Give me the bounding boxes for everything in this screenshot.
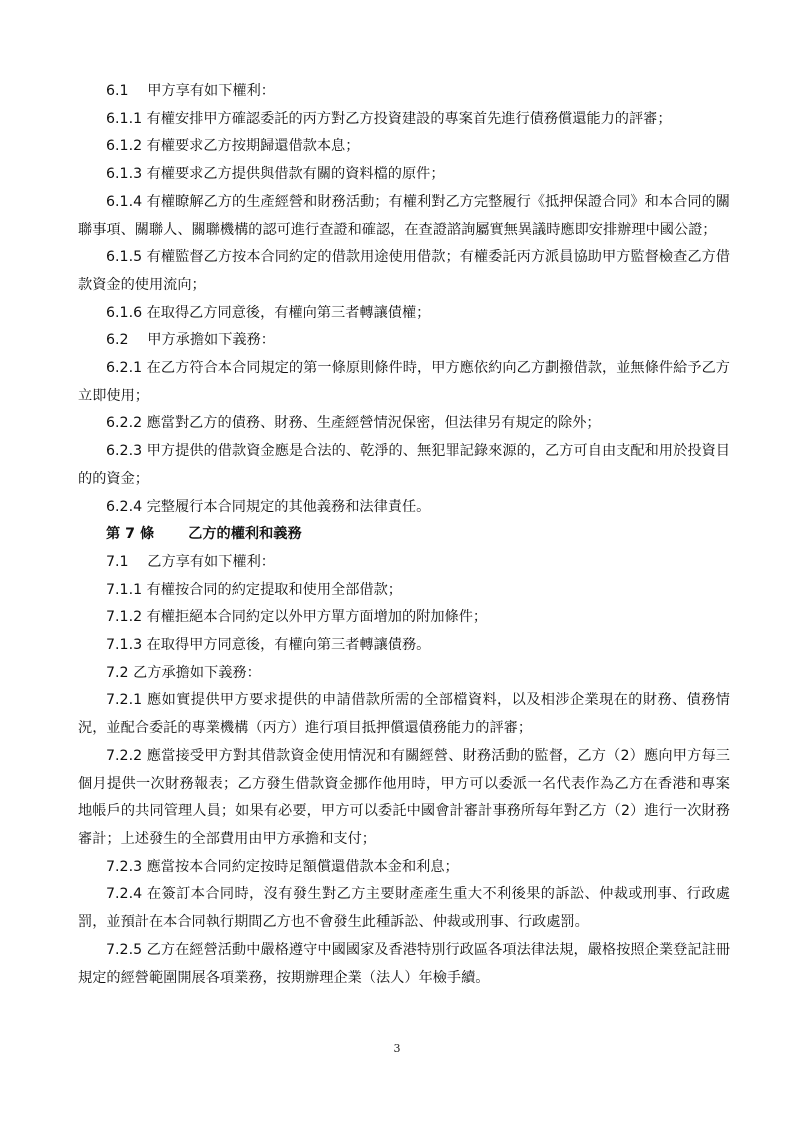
paragraph-7-2-3: 7.2.3 應當按本合同約定按時足額償還借款本金和利息； [106, 858, 459, 875]
paragraph-6-2-4: 6.2.4 完整履行本合同規定的其他義務和法律責任。 [106, 498, 431, 515]
paragraph-7-2: 7.2 乙方承擔如下義務： [106, 664, 261, 681]
paragraph-6-2-1: 6.2.1 在乙方符合本合同規定的第一條原則條件時，甲方應依約向乙方劃撥借款，並無條件給予乙方立即使用； [78, 360, 730, 404]
section-heading-number: 第 7 條 [106, 526, 155, 543]
paragraph-6-1-3: 6.1.3 有權要求乙方提供與借款有關的資料檔的原件； [106, 166, 445, 183]
paragraph-7-1: 7.1 乙方享有如下權利： [106, 553, 275, 570]
paragraph-7-1-3: 7.1.3 在取得甲方同意後，有權向第三者轉讓債務。 [106, 637, 431, 654]
paragraph-6-2-3: 6.2.3 甲方提供的借款資金應是合法的、乾淨的、無犯罪記錄來源的，乙方可自由支配和用於投資目的的資金； [78, 443, 730, 487]
paragraph-7-2-4: 7.2.4 在簽訂本合同時，沒有發生對乙方主要財產產生重大不利後果的訴訟、仲裁或刑事、行政處罰，並預計在本合同執行期間乙方也不會發生此種訴訟、仲裁或刑事、行政處罰。 [78, 886, 730, 931]
paragraph-6-2-2: 6.2.2 應當對乙方的債務、財務、生產經營情況保密，但法律另有規定的除外； [106, 415, 601, 432]
paragraph-6-1: 6.1 甲方享有如下權利： [106, 83, 275, 99]
paragraph-7-1-2: 7.1.2 有權拒絕本合同約定以外甲方單方面增加的附加條件； [106, 609, 488, 626]
paragraph-7-2-2: 7.2.2 應當接受甲方對其借款資金使用情況和有關經營、財務活動的監督，乙方（2）應向甲方每三個月提供一次財務報表；乙方發生借款資金挪作他用時，甲方可以委派一名代表作為乙方在香港和專案地帳戶的共同管理人員；如果有必要，甲方可以委託中國會計審計事務所每年對乙方（2）進行一次財務審計；上述發生的全部費用由甲方承擔和支付； [78, 747, 730, 847]
paragraph-6-1-4: 6.1.4 有權瞭解乙方的生產經營和財務活動；有權利對乙方完整履行《抵押保證合同》和本合同的關聯事項、關聯人、關聯機構的認可進行查證和確認，在查證諮詢屬實無異議時應即安排辦理中國公證； [78, 193, 730, 238]
section-heading [78, 521, 730, 549]
paragraph-7-2-1: 7.2.1 應如實提供甲方要求提供的申請借款所需的全部檔資料，以及相涉企業現在的財務、債務情況，並配合委託的專業機構（丙方）進行項目抵押償還債務能力的評審； [78, 692, 730, 737]
section-heading-title: 乙方的權利和義務 [188, 526, 302, 543]
paragraph-6-1-2: 6.1.2 有權要求乙方按期歸還借款本息； [106, 138, 360, 155]
paragraph-6-1-1: 6.1.1 有權安排甲方確認委託的丙方對乙方投資建設的專案首先進行債務償還能力的評審； [106, 110, 672, 127]
paragraph-6-2: 6.2 甲方承擔如下義務： [106, 332, 275, 349]
paragraph-7-2-5: 7.2.5 乙方在經營活動中嚴格遵守中國國家及香港特別行政區各項法律法規，嚴格按照企業登記註冊規定的經營範圍開展各項業務，按期辦理企業（法人）年檢手續。 [78, 941, 730, 986]
page-content [78, 78, 730, 992]
paragraph-6-1-6: 6.1.6 在取得乙方同意後，有權向第三者轉讓債權； [106, 304, 431, 321]
page-number: 3 [393, 1042, 401, 1055]
paragraph-6-1-5: 6.1.5 有權監督乙方按本合同約定的借款用途使用借款；有權委託丙方派員協助甲方監督檢查乙方借款資金的使用流向； [78, 249, 730, 293]
paragraph-7-1-1: 7.1.1 有權按合同的約定提取和使用全部借款； [106, 581, 402, 598]
